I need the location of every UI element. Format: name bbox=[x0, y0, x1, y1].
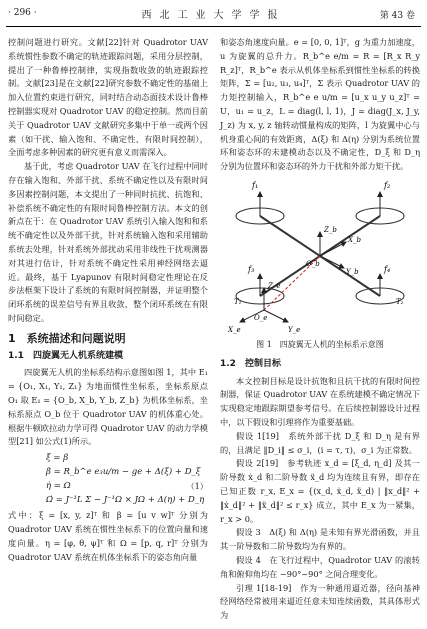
assumption-2: 假设 2[19] 参考轨迹 x_d = [ξ_d, η_d] 及其一阶导数 ẋ_d 和二阶导数 ẍ_d 均为连续且有界，即存在已知正数 r_x, E_x = {(x_d, ẋ_d, ẍ_d) | ‖x_d‖² + ‖ẋ_d‖² + ‖ẍ_d‖² ≤ r_x} 成立，其中 E_x 为一紧集，r_x > 0。 bbox=[220, 458, 420, 524]
equation-line: β̇ = R_b^e e₃u/m − ge + Δ(ξ) + D_ξ bbox=[46, 467, 201, 478]
running-header bbox=[0, 0, 427, 30]
label-ye: Y_e bbox=[288, 325, 301, 334]
label-oe: O_e bbox=[254, 313, 268, 322]
intro-paragraph-1: 控制问题进行研究。文献[22]针对 Quadrotor UAV 系统惯性参数不确定的轨迹跟踪问题，采用分层控制，提出了一种鲁棒控制律，实现指数收敛的轨迹跟踪控制。文献[23]是在文献[22]研究参数不确定性的基础上加入位置约束进行研究，同时结合动态面技术设计鲁棒控制器实现对 Quadrotor UAV 的稳定控制。然而目前关于 Quadrotor UAV 文献研究多集中于单一或两个因素（如干扰、输入饱和、不确定性、有限时间控制），全面考虑多种因素的研究更有意义而需深入。 bbox=[8, 37, 208, 158]
label-ze: Z_e bbox=[268, 281, 281, 290]
equation-1 bbox=[8, 451, 208, 507]
model-paragraph: 四旋翼无人机的坐标系结构示意图如图 1，其中 E₁ = {O₁, X₁, Y₁, Z₁} 为地面惯性坐标系，坐标系原点 O₁ 取 E₁ = {O_b, X_b, Y_b, Z_b} 为机体坐标系，坐标系原点 O_b 位于 Quadrotor UAV 的机体重心处。根据牛顿欧拉动力学可得 Quadrotor UAV 的动力学模型[21] 如公式(1)所示。 bbox=[8, 367, 208, 447]
label-f4: f₄ bbox=[384, 264, 391, 274]
volume-label: 第 43 卷 bbox=[379, 11, 415, 21]
subsection-title-control: 1.2 控制目标 bbox=[220, 358, 281, 369]
equation-line: ξ̇ = β bbox=[46, 453, 69, 464]
label-t1: T₁ bbox=[234, 297, 242, 306]
header-rule bbox=[6, 26, 421, 27]
variables-paragraph: 式中：ξ = [x, y, z]ᵀ 和 β = [u v w]ᵀ 分别为 Quadrotor UAV 系统在惯性坐标系下的位置向量和速度向量。η = [φ, θ, ψ]ᵀ 和 Ω = [p, q, r]ᵀ 分别为 Quadrotor UAV 系统在机体坐标系下的姿态角向量 bbox=[8, 510, 208, 562]
left-column bbox=[8, 36, 208, 564]
assumption-3: 假设 3 Δ(ξ) 和 Δ(η) 是未知有界光滑函数，并且其一阶导数和二阶导数均为有界的。 bbox=[220, 527, 420, 552]
section-title: 1 系统描述和问题说明 bbox=[8, 331, 126, 345]
yb-axis bbox=[320, 256, 344, 268]
page-number: · 296 · bbox=[8, 8, 37, 18]
assumption-4: 假设 4 在飞行过程中，Quadrotor UAV 的滚转角和俯仰角均在 −90°~90° 之间合理变化。 bbox=[220, 554, 420, 579]
right-column bbox=[220, 36, 420, 623]
label-f1: f₁ bbox=[252, 180, 259, 190]
xb-axis bbox=[320, 242, 346, 256]
label-xe: X_e bbox=[228, 325, 241, 334]
lemma-1: 引理 1[18-19] 作为一种通用逼近器，径向基神经网络经常被用来逼近任意未知连续函数，其具体形式为 bbox=[220, 582, 420, 621]
journal-title: 西北工业大学学报 bbox=[141, 10, 286, 21]
quadrotor-diagram bbox=[220, 176, 420, 336]
figure-caption: 图 1 四旋翼无人机的坐标系示意图 bbox=[256, 339, 384, 349]
label-xb: X_b bbox=[348, 235, 361, 244]
label-f3: f₃ bbox=[248, 264, 255, 274]
equation-line: Ω̇ = J⁻¹L Σ − J⁻¹Ω × JΩ + Δ(η) + D_η bbox=[46, 495, 205, 506]
assumption-1: 假设 1[19] 系统外部干扰 D_ξ 和 D_η 是有界的，且满足 ‖D_i‖ ≤ σ_i，(i = τ, τ)，σ_i 为正常数。 bbox=[220, 430, 420, 455]
subsection-title: 1.1 四旋翼无人机系统建模 bbox=[8, 350, 123, 361]
right-top-paragraph: 和姿态角速度向量。e = [0, 0, 1]ᵀ，g 为重力加速度，u 为旋翼的总升力。R_b^e e/m = R = [R_x R_y R_z]ᵀ，R_b^e 表示从机体坐标系到惯性坐标系的转换矩阵，Σ = [u₂, u₃, u₄]ᵀ，Σ 表示 Quadrotor UAV 的力矩控制输入，R_b^e e u/m = [u_x u_y u_z]ᵀ = U，u₁ = u_z，L = diag(l, l, 1)，J = diag(J_x, J_y, J_z) 为 x, y, z 轴转动惯量构成的矩阵，l 为旋翼中心与机身重心间的有效距离，Δ(ξ) 和 Δ(η) 分别为系统位置环和姿态环的未建模动态以及不确定性，D_ξ 和 D_η 分别为位置环和姿态环的外力干扰和外部力矩干扰。 bbox=[220, 37, 420, 172]
equation-line: η̇ = Ω bbox=[46, 481, 71, 492]
equation-number: （1） bbox=[186, 481, 208, 492]
label-t2: T₂ bbox=[396, 297, 404, 306]
label-yb: Y_b bbox=[346, 267, 359, 276]
quadrotor-figure bbox=[220, 176, 420, 336]
label-f2: f₂ bbox=[384, 180, 391, 190]
ye-axis bbox=[264, 310, 288, 322]
label-zb: Z_b bbox=[324, 225, 337, 234]
intro-paragraph-2: 基于此，考虑 Quadrotor UAV 在飞行过程中同时存在输入饱和、外部干扰、系统不确定性以及有限时间多因素控制问题，本文提出了一种同时抗扰、抗饱和、补偿系统不确定性的有限时间鲁棒控制方法。本文的创新点在于：在 Quadrotor UAV 系统引入输入饱和和系统不确定性以及外部干扰，针对系统输入饱和采用辅助系统去处理，针对系统外部扰动采用非线性干扰观测器对其进行估计，针对系统不确定性采用神经网络去逼近。最终，基于 Lyapunov 有限时间稳定性理论在反步法框架下设计了系统的有限时间控制器，并证明整个闭环系统的误差信号有界且收敛，整个闭环系统在有限时间稳定。 bbox=[8, 161, 208, 323]
goal-paragraph: 本文控制目标是设计抗饱和且抗干扰的有限时间控制器，保证 Quadrotor UAV 在系统建模不确定情况下实现稳定地跟踪期望参考信号。在后续控制器设计过程中，以下假设和引理将作为重要基础。 bbox=[220, 375, 420, 427]
label-ob: O_b bbox=[306, 259, 320, 268]
